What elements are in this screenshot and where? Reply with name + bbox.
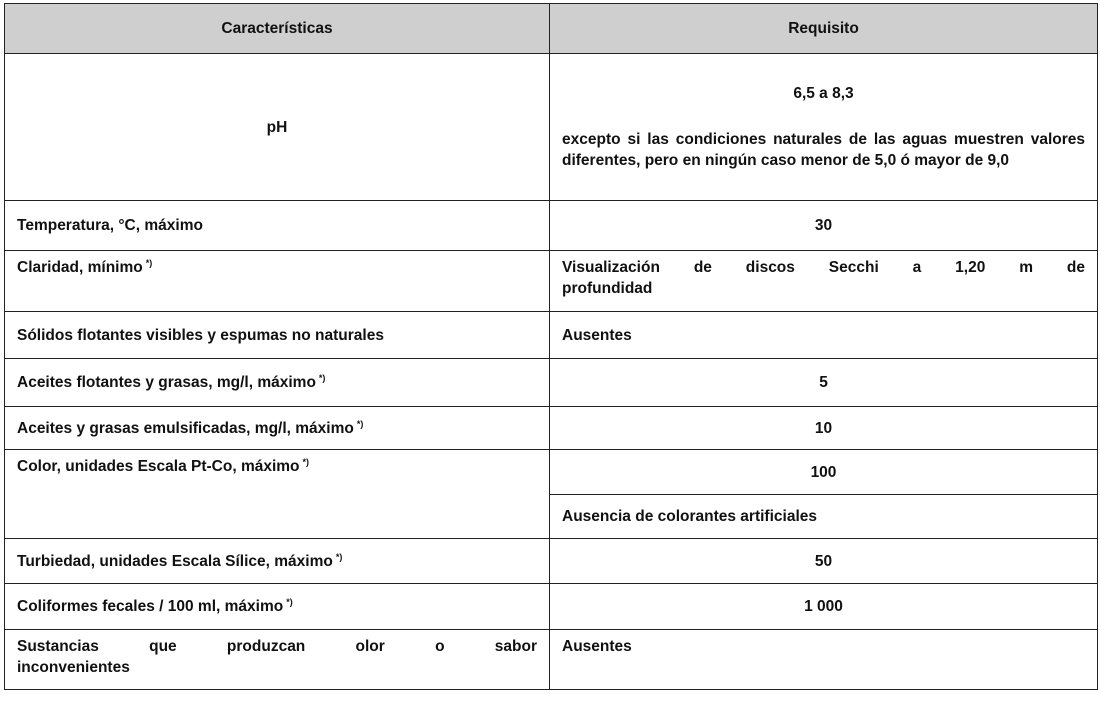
header-caracteristicas: Características — [5, 4, 550, 54]
row-label-color — [5, 450, 550, 539]
coliformes-label-text: Coliformes fecales / 100 ml, máximo — [17, 598, 284, 615]
row-value-temperatura: 30 — [550, 201, 1098, 251]
sustancias-label-line2: inconvenientes — [17, 659, 130, 676]
row-value-color-extra: Ausencia de colorantes artificiales — [550, 495, 1098, 539]
table-row-aceites-emulsificadas — [5, 407, 1098, 450]
table-row-temperatura — [5, 201, 1098, 251]
ph-exception-note: excepto si las condiciones naturales de las aguas muestren valores diferentes, pero en ningún caso menor de 5,0 ó mayor de 9,0 — [562, 131, 1085, 169]
table-row-solidos — [5, 312, 1098, 359]
row-label-aceites-emulsificadas — [5, 407, 550, 450]
footnote-mark: *) — [356, 418, 364, 429]
table-row-aceites-flotantes — [5, 359, 1098, 407]
table-row-claridad — [5, 251, 1098, 312]
table-header — [5, 4, 1098, 54]
footnote-mark: *) — [302, 457, 310, 467]
row-value-color: 100 — [550, 450, 1098, 495]
table-row-ph — [5, 54, 1098, 201]
row-label-temperatura: Temperatura, °C, máximo — [5, 201, 550, 251]
ph-range-value: 6,5 a 8,3 — [793, 85, 854, 102]
row-label-aceites-flotantes — [5, 359, 550, 407]
row-label-solidos: Sólidos flotantes visibles y espumas no naturales — [5, 312, 550, 359]
header-row — [5, 4, 1098, 54]
footnote-mark: *) — [318, 373, 326, 383]
claridad-value-line2: profundidad — [562, 280, 653, 297]
row-value-claridad — [550, 251, 1098, 312]
color-label-text: Color, unidades Escala Pt-Co, máximo — [17, 458, 300, 475]
sustancias-label-line1: Sustancias que produzcan olor o sabor — [17, 638, 537, 655]
row-label-coliformes — [5, 584, 550, 630]
row-value-sustancias: Ausentes — [550, 630, 1098, 690]
row-value-ph — [550, 54, 1098, 201]
row-value-coliformes: 1 000 — [550, 584, 1098, 630]
row-label-claridad — [5, 251, 550, 312]
footnote-mark: *) — [145, 258, 153, 268]
turbiedad-label-text: Turbiedad, unidades Escala Sílice, máximo — [17, 552, 333, 570]
table-row-turbiedad — [5, 539, 1098, 584]
footnote-mark: *) — [286, 597, 293, 607]
claridad-label-text: Claridad, mínimo — [17, 259, 143, 276]
row-label-sustancias — [5, 630, 550, 690]
requirements-table — [4, 3, 1098, 690]
table-row-coliformes — [5, 584, 1098, 630]
aceites-flotantes-label-text: Aceites flotantes y grasas, mg/l, máximo — [17, 374, 316, 391]
table-row-color — [5, 450, 1098, 495]
footnote-mark: *) — [335, 551, 343, 562]
table-row-sustancias — [5, 630, 1098, 690]
row-label-ph: pH — [5, 54, 550, 201]
row-value-turbiedad: 50 — [550, 539, 1098, 584]
row-label-turbiedad — [5, 539, 550, 584]
header-requisito: Requisito — [550, 4, 1098, 54]
row-value-solidos: Ausentes — [550, 312, 1098, 359]
aceites-emulsificadas-label-text: Aceites y grasas emulsificadas, mg/l, máximo — [17, 419, 354, 437]
claridad-value-line1: Visualización de discos Secchi a 1,20 m de — [562, 259, 1085, 276]
row-value-aceites-emulsificadas: 10 — [550, 407, 1098, 450]
row-value-aceites-flotantes: 5 — [550, 359, 1098, 407]
